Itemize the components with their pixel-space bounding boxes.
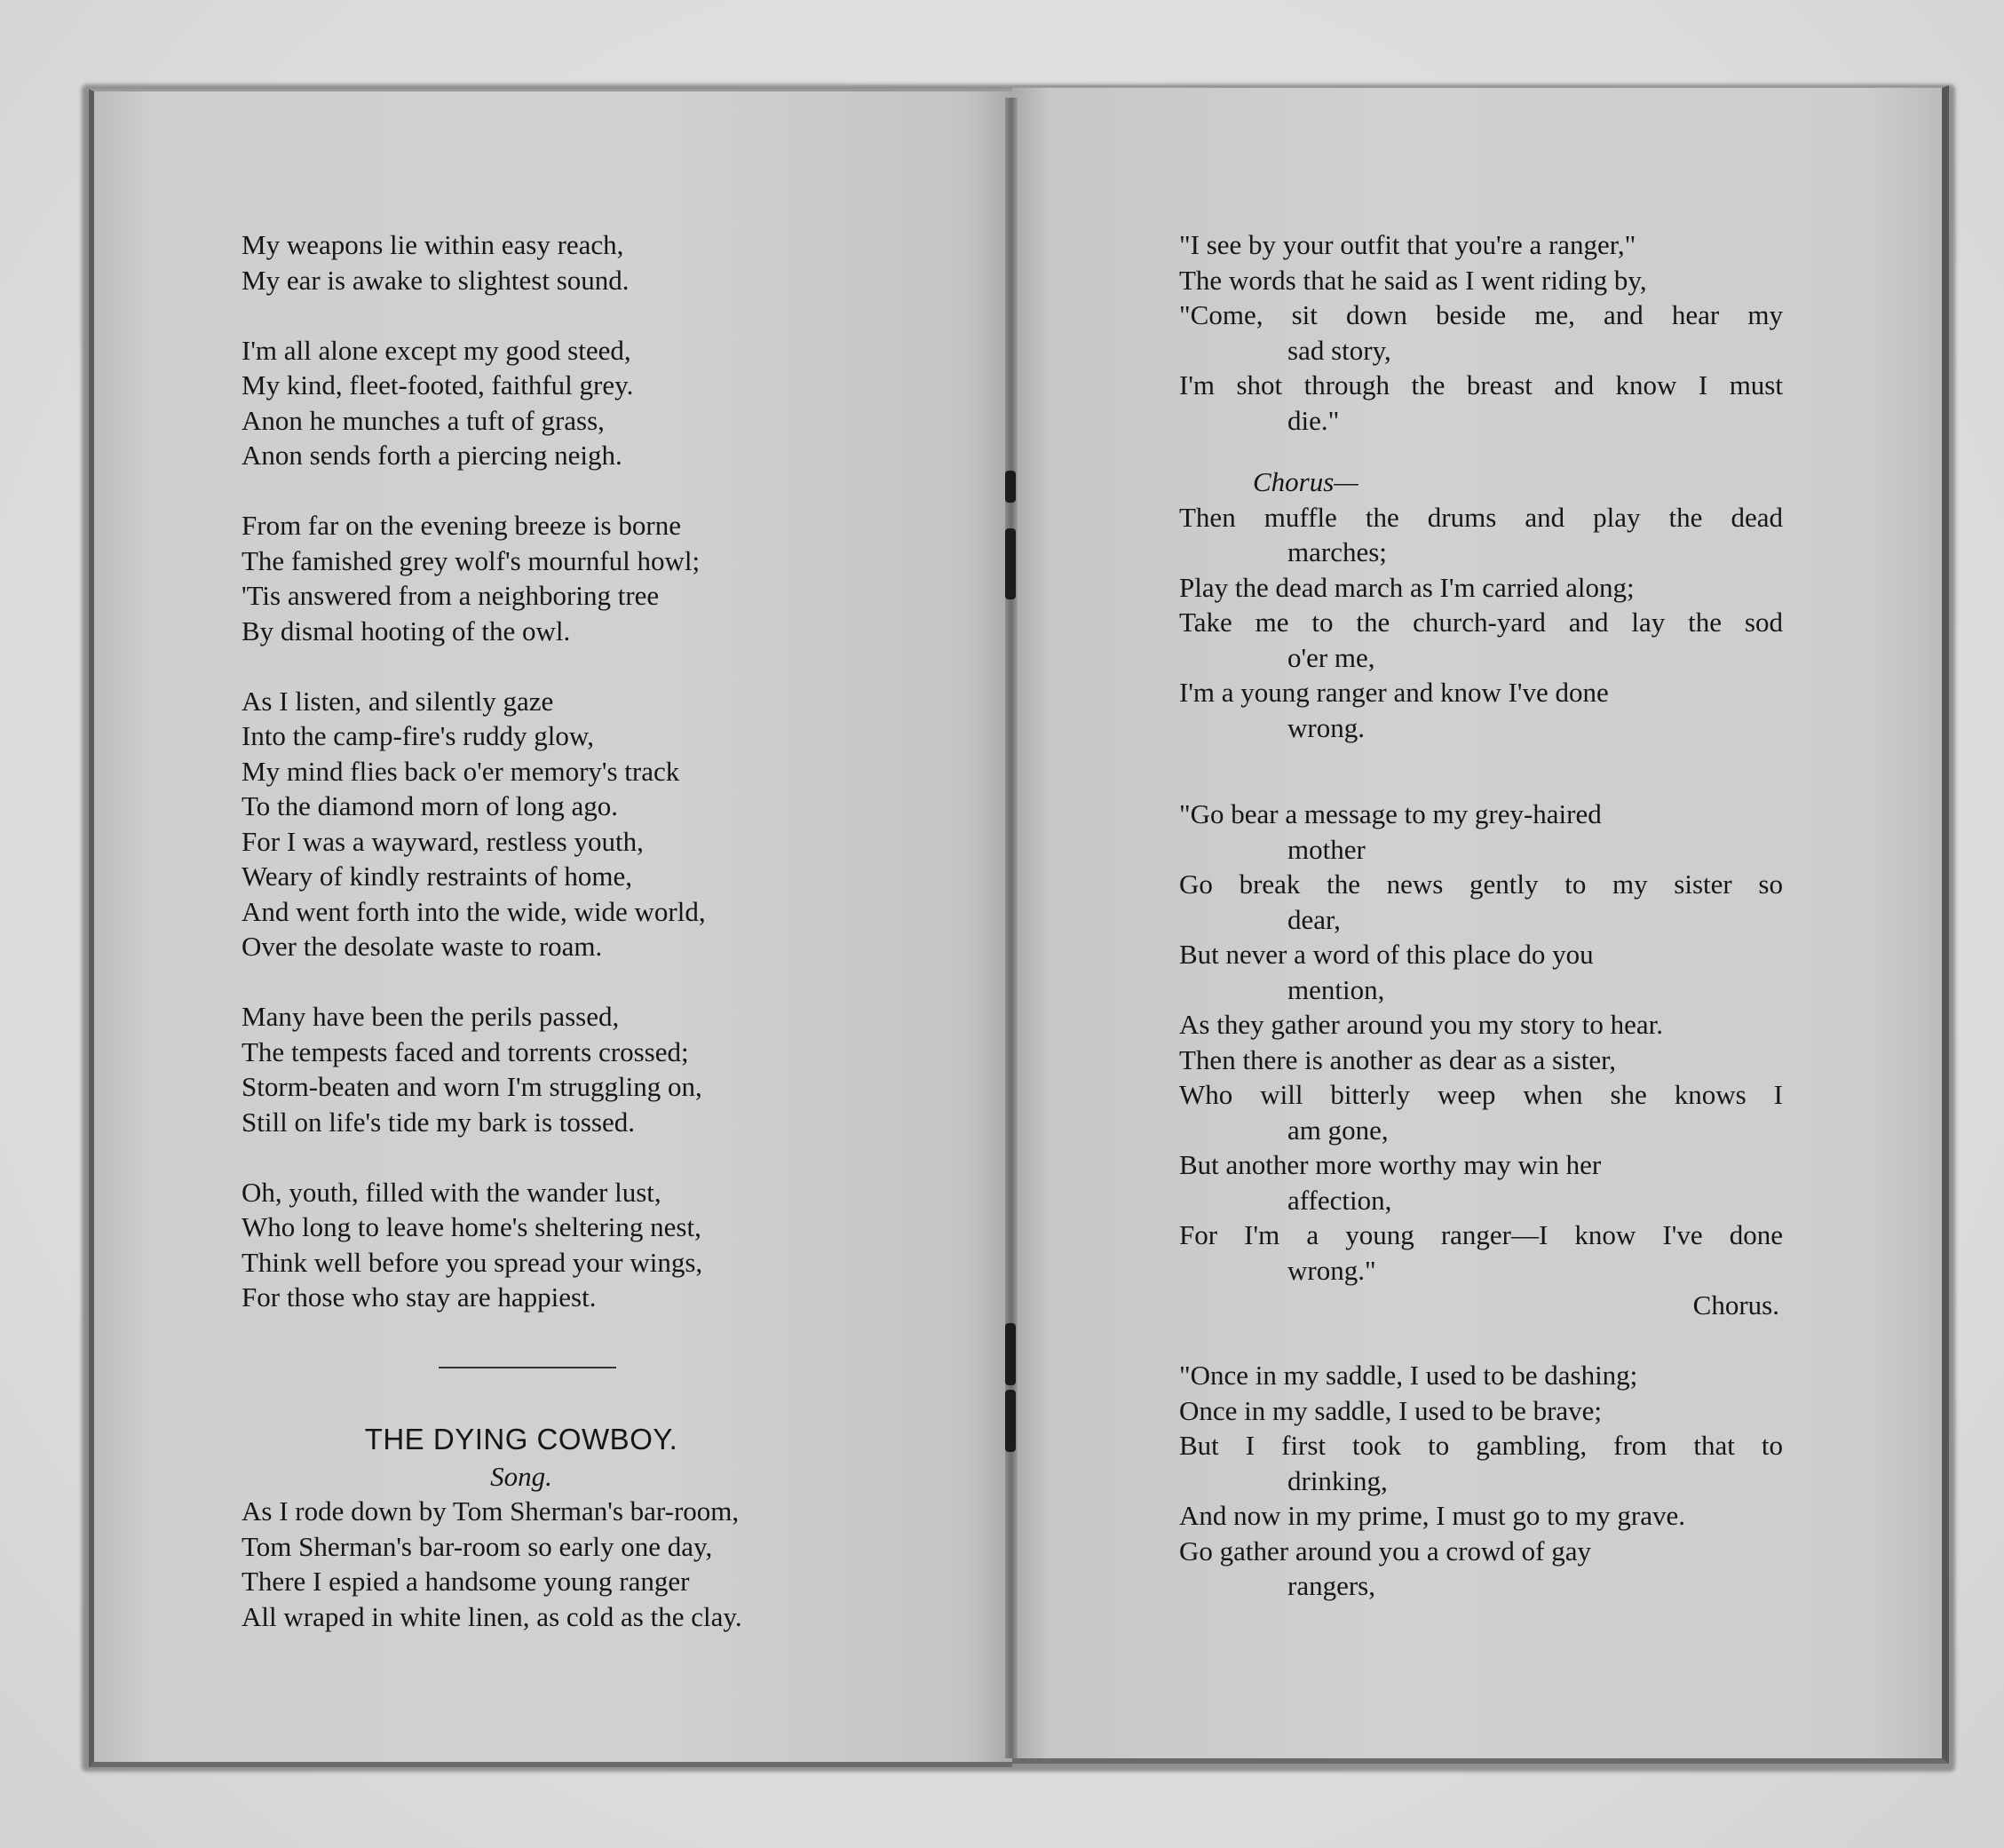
- poem-line-continued: mention,: [1287, 973, 1385, 1005]
- poem-line: My kind, fleet-footed, faithful grey.: [242, 369, 634, 401]
- poem-line: Once in my saddle, I used to be brave;: [1179, 1394, 1603, 1426]
- poem-line: Then muffle the drums and play the dead: [1179, 501, 1783, 533]
- poem-line-continued: die.": [1287, 404, 1340, 436]
- poem-line: The words that he said as I went riding by,: [1179, 264, 1647, 296]
- poem-line: Still on life's tide my bark is tossed.: [242, 1106, 636, 1138]
- song-title: THE DYING COWBOY.: [364, 1422, 678, 1455]
- poem-line: But another more worthy may win her: [1179, 1149, 1602, 1180]
- poem-line: Who long to leave home's sheltering nest,: [242, 1211, 701, 1242]
- poem-line: Over the desolate waste to roam.: [242, 931, 603, 962]
- poem-line: Then there is another as dear as a sister,: [1179, 1043, 1616, 1075]
- poem-line-continued: sad story,: [1287, 334, 1391, 366]
- stanza-break: [1179, 1323, 1783, 1359]
- poem-line: The famished grey wolf's mournful howl;: [242, 544, 701, 576]
- poem-line-continued: rangers,: [1287, 1570, 1375, 1601]
- poem-line: Anon sends forth a piercing neigh.: [242, 440, 622, 471]
- poem-line: Go break the news gently to my sister so: [1179, 868, 1783, 900]
- poem-line: Who will bitterly weep when she knows I: [1179, 1079, 1783, 1110]
- staple-mark: [1005, 1323, 1016, 1385]
- stanza-break: [242, 473, 863, 509]
- poem-line: The tempests faced and torrents crossed;: [242, 1035, 689, 1067]
- chorus-reference: Chorus.: [1692, 1289, 1779, 1321]
- poem-line-continued: o'er me,: [1287, 641, 1375, 673]
- stanza-break: [1179, 438, 1783, 464]
- poem-line-continued: marches;: [1287, 536, 1387, 567]
- poem-line-continued: drinking,: [1287, 1464, 1388, 1496]
- poem-line: Think well before you spread your wings,: [242, 1246, 703, 1278]
- right-page-text: [1179, 227, 1783, 1604]
- poem-line: Weary of kindly restraints of home,: [242, 861, 632, 892]
- booklet-spine: [1005, 98, 1018, 1758]
- poem-line-continued: affection,: [1287, 1184, 1392, 1216]
- poem-line: And went forth into the wide, wide world,: [242, 895, 706, 927]
- poem-line: For I'm a young ranger—I know I've done: [1179, 1219, 1783, 1250]
- poem-line: I'm all alone except my good steed,: [242, 334, 631, 366]
- stanza-break: [242, 648, 863, 684]
- poem-line-continued: dear,: [1287, 903, 1341, 935]
- poem-line: Take me to the church-yard and lay the sod: [1179, 607, 1783, 638]
- poem-line: Anon he munches a tuft of grass,: [242, 404, 605, 436]
- poem-line: My ear is awake to slightest sound.: [242, 264, 630, 296]
- stanza-break: [242, 297, 863, 333]
- poem-line: Oh, youth, filled with the wander lust,: [242, 1176, 661, 1208]
- staple-mark: [1005, 528, 1016, 599]
- poem-line-continued: mother: [1287, 833, 1366, 865]
- poem-line: By dismal hooting of the owl.: [242, 615, 571, 646]
- poem-line: For I was a wayward, restless youth,: [242, 825, 644, 857]
- poem-line: "I see by your outfit that you're a ranger,": [1179, 229, 1636, 260]
- poem-line-continued: wrong.": [1287, 1254, 1376, 1286]
- left-page-text: [242, 227, 863, 1634]
- poem-line: Into the camp-fire's ruddy glow,: [242, 720, 594, 751]
- staple-mark: [1005, 1390, 1016, 1452]
- section-break: [242, 1315, 863, 1367]
- poem-line: I'm shot through the breast and know I must: [1179, 369, 1783, 401]
- poem-line: Storm-beaten and worn I'm struggling on,: [242, 1071, 702, 1102]
- poem-line: As they gather around you my story to hear.: [1179, 1009, 1663, 1040]
- section-break: [242, 1368, 863, 1420]
- poem-line: Go gather around you a crowd of gay: [1179, 1535, 1591, 1566]
- poem-line: "Once in my saddle, I used to be dashing;: [1179, 1360, 1638, 1391]
- stanza-break: [242, 964, 863, 1000]
- poem-line: But I first took to gambling, from that to: [1179, 1430, 1783, 1461]
- song-subtitle: Song.: [490, 1460, 552, 1492]
- poem-line: For those who stay are happiest.: [242, 1281, 597, 1313]
- poem-line: To the diamond morn of long ago.: [242, 790, 619, 821]
- poem-line: My weapons lie within easy reach,: [242, 229, 624, 260]
- staple-mark: [1005, 471, 1016, 503]
- poem-line: Tom Sherman's bar-room so early one day,: [242, 1530, 713, 1562]
- poem-line: All wraped in white linen, as cold as the clay.: [242, 1600, 742, 1632]
- poem-line: "Come, sit down beside me, and hear my: [1179, 299, 1783, 330]
- poem-line-continued: am gone,: [1287, 1114, 1389, 1146]
- stanza-break: [1179, 745, 1783, 797]
- poem-line: 'Tis answered from a neighboring tree: [242, 580, 660, 611]
- poem-line: My mind flies back o'er memory's track: [242, 755, 680, 787]
- poem-line: "Go bear a message to my grey-haired: [1179, 798, 1602, 829]
- stanza-break: [242, 1139, 863, 1175]
- poem-line-continued: wrong.: [1287, 711, 1365, 743]
- poem-line: From far on the evening breeze is borne: [242, 510, 681, 541]
- poem-line: There I espied a handsome young ranger: [242, 1566, 690, 1597]
- poem-line: But never a word of this place do you: [1179, 939, 1594, 970]
- chorus-label: Chorus—: [1253, 466, 1358, 497]
- poem-line: As I rode down by Tom Sherman's bar-room,: [242, 1495, 740, 1527]
- poem-line: I'm a young ranger and know I've done: [1179, 677, 1609, 708]
- poem-line: As I listen, and silently gaze: [242, 685, 554, 717]
- poem-line: Play the dead march as I'm carried along;: [1179, 571, 1635, 603]
- poem-line: And now in my prime, I must go to my grave.: [1179, 1500, 1685, 1531]
- poem-line: Many have been the perils passed,: [242, 1001, 620, 1032]
